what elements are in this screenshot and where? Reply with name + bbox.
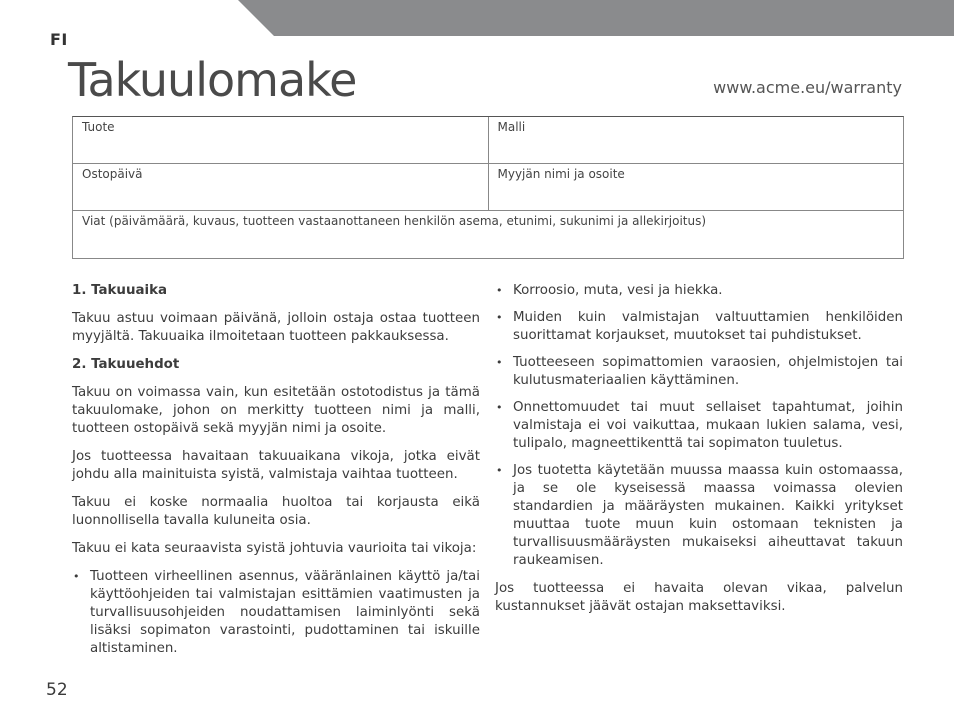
page-title: Takuulomake [68,53,357,107]
right-column [495,282,903,626]
left-column [72,282,480,668]
paragraph: Takuu ei koske normaalia huoltoa tai korjausta eikä luonnollisella tavalla kuluneita osia. [72,495,480,528]
list-item: • Tuotteeseen sopimattomien varaosien, ohjelmistojen tai kulutusmateriaalien käyttäminen. [495,354,903,390]
language-tag: FI [50,30,68,49]
paragraph: Takuu astuu voimaan päivänä, jolloin ostaja ostaa tuotteen myyjältä. Takuuaika ilmoitetaan tuotteen pakkauksessa. [72,311,480,344]
list-item: • Tuotteen virheellinen asennus, vääränlainen käyttö ja/tai käyttöohjeiden tai valmistajan esittämien vaatimusten ja turvallisuusohjeiden noudattamisen laiminlyönti sekä lisäksi sopimaton varastointi, pudottaminen tai iskuille altistaminen. [72,568,480,658]
page-number: 52 [46,680,68,700]
defects-field[interactable]: Viat (päivämäärä, kuvaus, tuotteen vastaanottaneen henkilön asema, etunimi, sukunimi ja allekirjoitus) [82,214,707,228]
paragraph: Jos tuotteessa ei havaita olevan vikaa, palvelun kustannukset jäävät ostajan maksettaviksi. [495,581,903,614]
warranty-form [72,116,904,259]
purchase-date-field[interactable]: Ostopäivä [82,167,143,181]
list-item: • Onnettomuudet tai muut sellaiset tapahtumat, joihin valmistaja ei voi vaikuttaa, mukaan lukien salama, vesi, tulipalo, magneettikenttä tai sopimaton tuuletus. [495,399,903,453]
paragraph: Takuu ei kata seuraavista syistä johtuvia vaurioita tai vikoja: [72,541,477,556]
model-field[interactable]: Malli [488,117,904,163]
warranty-url: www.acme.eu/warranty [713,78,902,97]
list-item: • Jos tuotetta käytetään muussa maassa kuin ostomaassa, ja se ole kyseisessä maassa voimassa olevien standardien ja määräysten mukainen. Kaikki yritykset muuttaa tuote muun kuin ostomaan teknisten ja turvallisuusmääräysten mukaiseksi aiheuttavat takuun raukeamisen. [495,462,903,570]
header-band [238,0,954,36]
paragraph: Jos tuotteessa havaitaan takuuaikana vikoja, jotka eivät johdu alla mainituista syistä, valmistaja vaihtaa tuotteen. [72,449,480,482]
form-row-purchase [73,164,903,211]
list-item: • Muiden kuin valmistajan valtuuttamien henkilöiden suorittamat korjaukset, muutokset tai puhdistukset. [495,309,903,345]
form-row-defects [73,211,903,258]
seller-field[interactable]: Myyjän nimi ja osoite [488,164,904,210]
form-row-product [73,117,903,164]
list-item: • Korroosio, muta, vesi ja hiekka. [495,282,903,300]
paragraph: Takuu on voimassa vain, kun esitetään ostotodistus ja tämä takuulomake, johon on merkitty tuotteen nimi ja malli, tuotteen ostopäivä sekä myyjän nimi ja osoite. [72,385,480,436]
section-heading-warranty-terms: 2. Takuuehdot [72,357,180,372]
product-field[interactable]: Tuote [82,120,115,134]
exclusion-list [72,568,480,658]
section-heading-warranty-period: 1. Takuuaika [72,283,168,298]
exclusion-list-continued [495,282,903,570]
